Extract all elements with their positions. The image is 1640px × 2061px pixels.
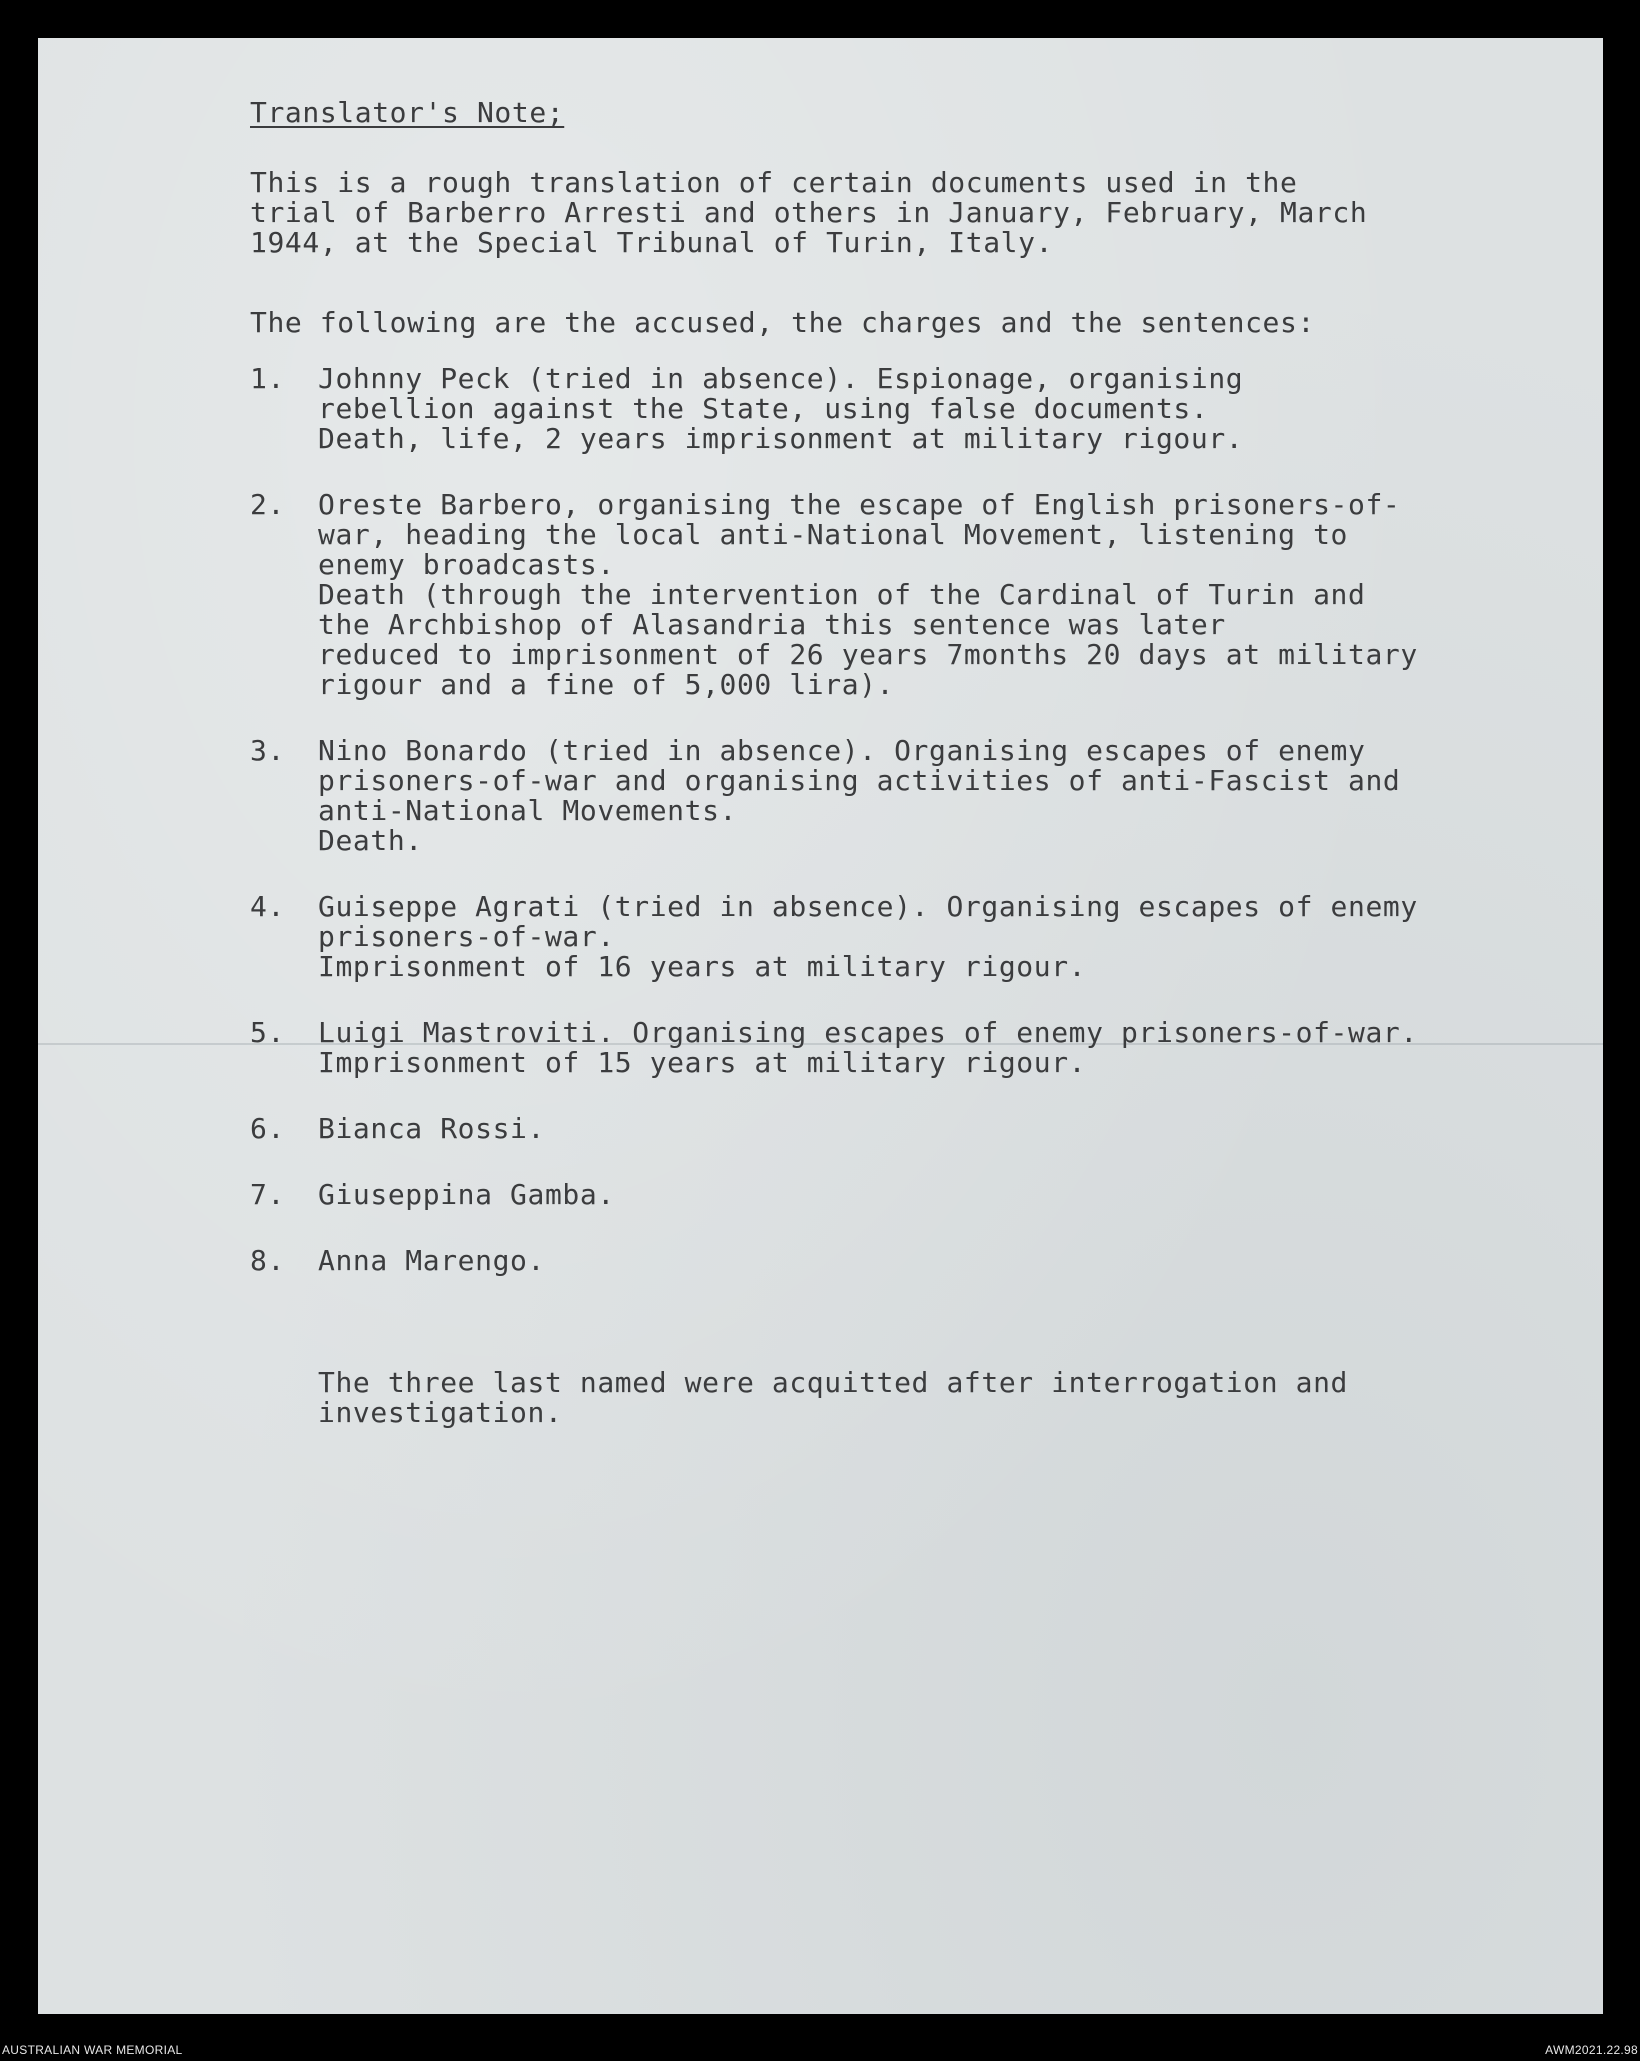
accused-item: [250, 1018, 1560, 1078]
archive-credit: AUSTRALIAN WAR MEMORIAL: [2, 2043, 183, 2057]
item-text: Johnny Peck (tried in absence). Espionage, organising rebellion against the State, using false documents. Death, life, 2 years imprisonment at military rigour.: [318, 362, 1244, 455]
item-number: 1.: [250, 362, 285, 395]
accused-item: [250, 1180, 1560, 1210]
accused-item: [250, 1246, 1560, 1276]
item-number: 8.: [250, 1244, 285, 1277]
item-text: Bianca Rossi.: [318, 1112, 545, 1145]
item-text: Luigi Mastroviti. Organising escapes of enemy prisoners-of-war. Imprisonment of 15 years at military rigour.: [318, 1016, 1418, 1079]
accused-item: [250, 736, 1560, 856]
item-number: 7.: [250, 1178, 285, 1211]
document-body: [250, 98, 1560, 1428]
item-text: Anna Marengo.: [318, 1244, 545, 1277]
item-number: 3.: [250, 734, 285, 767]
accused-item: [250, 1114, 1560, 1144]
lead-sentence: The following are the accused, the charges and the sentences:: [250, 306, 1315, 339]
item-text: Oreste Barbero, organising the escape of English prisoners-of- war, heading the local anti-National Movement, listening to enemy broadcasts. Death (through the intervention of the Cardinal of Turin and the Archbishop of Alasandria this sentence was later reduced to imprisonment of 26 years 7months 20 days at military rigour and a fine of 5,000 lira).: [318, 488, 1418, 701]
item-text: Giuseppina Gamba.: [318, 1178, 615, 1211]
item-number: 6.: [250, 1112, 285, 1145]
intro-paragraph: This is a rough translation of certain documents used in the trial of Barberro Arresti and others in January, February, March 1944, at the Special Tribunal of Turin, Italy.: [250, 166, 1368, 259]
item-number: 2.: [250, 488, 285, 521]
item-text: Nino Bonardo (tried in absence). Organising escapes of enemy prisoners-of-war and organising activities of anti-Fascist and anti-National Movements. Death.: [318, 734, 1401, 857]
document-title: Translator's Note;: [250, 96, 565, 129]
archive-reference: AWM2021.22.98: [1545, 2043, 1638, 2057]
closing-paragraph: The three last named were acquitted after interrogation and investigation.: [318, 1366, 1348, 1429]
item-text: Guiseppe Agrati (tried in absence). Organising escapes of enemy prisoners-of-war. Imprisonment of 16 years at military rigour.: [318, 890, 1418, 983]
item-number: 5.: [250, 1016, 285, 1049]
accused-item: [250, 490, 1560, 700]
item-number: 4.: [250, 890, 285, 923]
accused-item: [250, 364, 1560, 454]
accused-item: [250, 892, 1560, 982]
